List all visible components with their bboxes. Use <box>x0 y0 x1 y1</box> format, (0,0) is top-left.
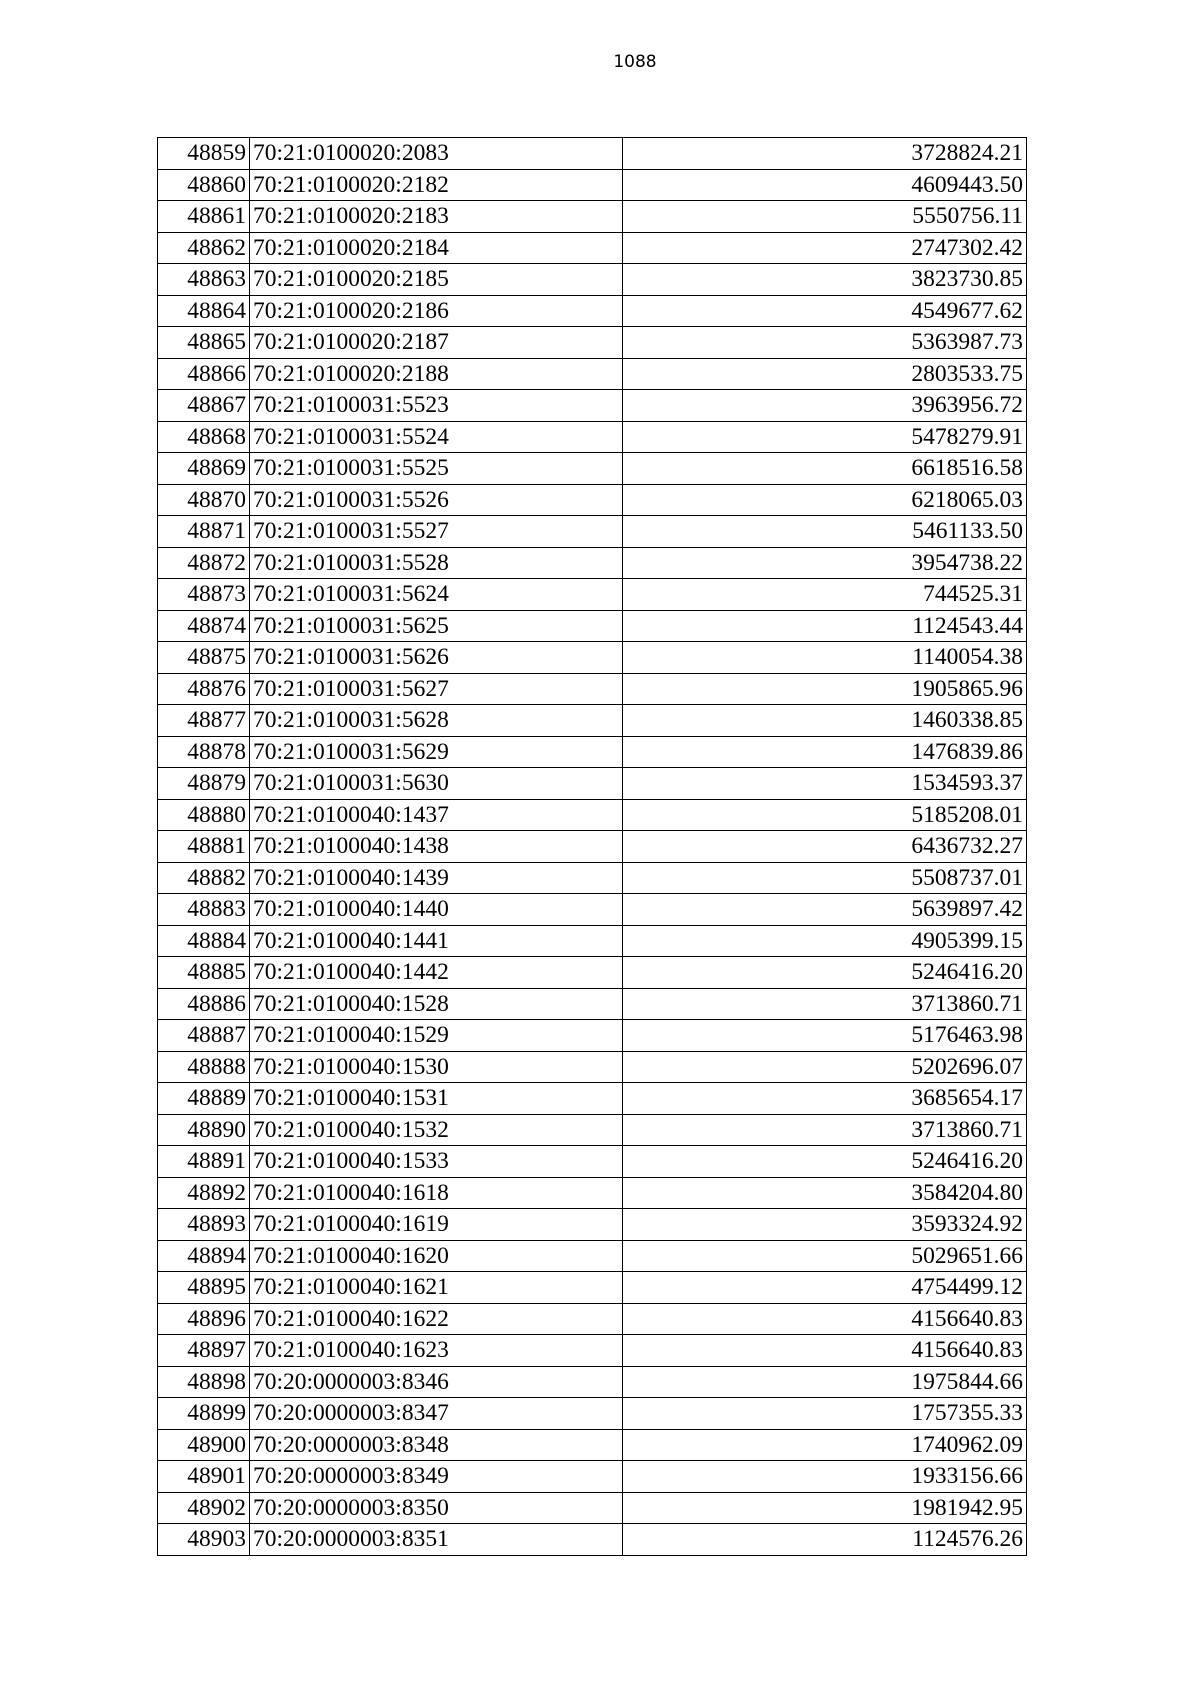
value-cell: 3685654.17 <box>623 1083 1027 1115</box>
table-row <box>158 1335 1027 1367</box>
value-cell: 5176463.98 <box>623 1020 1027 1052</box>
cadastral-number-cell: 70:21:0100031:5629 <box>250 736 623 768</box>
value-cell: 744525.31 <box>623 579 1027 611</box>
table-row <box>158 1303 1027 1335</box>
value-cell: 5246416.20 <box>623 957 1027 989</box>
cadastral-number-cell: 70:21:0100040:1622 <box>250 1303 623 1335</box>
row-number-cell: 48894 <box>158 1240 250 1272</box>
table-row <box>158 799 1027 831</box>
value-cell: 1534593.37 <box>623 768 1027 800</box>
value-cell: 5508737.01 <box>623 862 1027 894</box>
value-cell: 1905865.96 <box>623 673 1027 705</box>
cadastral-number-cell: 70:21:0100020:2183 <box>250 201 623 233</box>
value-cell: 3584204.80 <box>623 1177 1027 1209</box>
value-cell: 1981942.95 <box>623 1492 1027 1524</box>
table-row <box>158 1209 1027 1241</box>
table-row <box>158 169 1027 201</box>
cadastral-number-cell: 70:21:0100040:1441 <box>250 925 623 957</box>
row-number-cell: 48879 <box>158 768 250 800</box>
row-number-cell: 48886 <box>158 988 250 1020</box>
value-cell: 5639897.42 <box>623 894 1027 926</box>
table-row <box>158 421 1027 453</box>
row-number-cell: 48876 <box>158 673 250 705</box>
cadastral-number-cell: 70:21:0100031:5624 <box>250 579 623 611</box>
row-number-cell: 48880 <box>158 799 250 831</box>
row-number-cell: 48884 <box>158 925 250 957</box>
value-cell: 2803533.75 <box>623 358 1027 390</box>
table-row <box>158 484 1027 516</box>
cadastral-number-cell: 70:21:0100040:1442 <box>250 957 623 989</box>
value-cell: 2747302.42 <box>623 232 1027 264</box>
value-cell: 5461133.50 <box>623 516 1027 548</box>
cadastral-number-cell: 70:21:0100031:5628 <box>250 705 623 737</box>
row-number-cell: 48881 <box>158 831 250 863</box>
row-number-cell: 48902 <box>158 1492 250 1524</box>
table-row <box>158 516 1027 548</box>
row-number-cell: 48892 <box>158 1177 250 1209</box>
row-number-cell: 48899 <box>158 1398 250 1430</box>
cadastral-number-cell: 70:21:0100040:1621 <box>250 1272 623 1304</box>
table-row <box>158 925 1027 957</box>
registry-table <box>157 137 1027 1556</box>
row-number-cell: 48873 <box>158 579 250 611</box>
cadastral-number-cell: 70:21:0100020:2187 <box>250 327 623 359</box>
cadastral-number-cell: 70:21:0100031:5524 <box>250 421 623 453</box>
table-row <box>158 138 1027 170</box>
value-cell: 6436732.27 <box>623 831 1027 863</box>
cadastral-number-cell: 70:21:0100040:1529 <box>250 1020 623 1052</box>
row-number-cell: 48883 <box>158 894 250 926</box>
value-cell: 4156640.83 <box>623 1303 1027 1335</box>
cadastral-number-cell: 70:21:0100031:5526 <box>250 484 623 516</box>
cadastral-number-cell: 70:20:0000003:8350 <box>250 1492 623 1524</box>
cadastral-number-cell: 70:20:0000003:8351 <box>250 1524 623 1556</box>
value-cell: 6618516.58 <box>623 453 1027 485</box>
row-number-cell: 48875 <box>158 642 250 674</box>
table-row <box>158 390 1027 422</box>
cadastral-number-cell: 70:20:0000003:8349 <box>250 1461 623 1493</box>
table-row <box>158 264 1027 296</box>
row-number-cell: 48895 <box>158 1272 250 1304</box>
row-number-cell: 48864 <box>158 295 250 327</box>
row-number-cell: 48877 <box>158 705 250 737</box>
table-row <box>158 1083 1027 1115</box>
cadastral-number-cell: 70:21:0100040:1438 <box>250 831 623 863</box>
cadastral-number-cell: 70:21:0100040:1530 <box>250 1051 623 1083</box>
row-number-cell: 48874 <box>158 610 250 642</box>
cadastral-number-cell: 70:21:0100031:5523 <box>250 390 623 422</box>
value-cell: 4549677.62 <box>623 295 1027 327</box>
value-cell: 5185208.01 <box>623 799 1027 831</box>
cadastral-number-cell: 70:21:0100031:5527 <box>250 516 623 548</box>
value-cell: 4156640.83 <box>623 1335 1027 1367</box>
row-number-cell: 48896 <box>158 1303 250 1335</box>
row-number-cell: 48867 <box>158 390 250 422</box>
value-cell: 3954738.22 <box>623 547 1027 579</box>
cadastral-number-cell: 70:21:0100020:2182 <box>250 169 623 201</box>
row-number-cell: 48863 <box>158 264 250 296</box>
table-row <box>158 1429 1027 1461</box>
cadastral-number-cell: 70:21:0100040:1437 <box>250 799 623 831</box>
row-number-cell: 48872 <box>158 547 250 579</box>
table-row <box>158 831 1027 863</box>
row-number-cell: 48890 <box>158 1114 250 1146</box>
row-number-cell: 48859 <box>158 138 250 170</box>
table-row <box>158 1366 1027 1398</box>
table-body <box>158 138 1027 1556</box>
row-number-cell: 48869 <box>158 453 250 485</box>
cadastral-number-cell: 70:21:0100031:5626 <box>250 642 623 674</box>
cadastral-number-cell: 70:21:0100040:1619 <box>250 1209 623 1241</box>
value-cell: 1933156.66 <box>623 1461 1027 1493</box>
cadastral-number-cell: 70:20:0000003:8347 <box>250 1398 623 1430</box>
row-number-cell: 48871 <box>158 516 250 548</box>
value-cell: 1124543.44 <box>623 610 1027 642</box>
cadastral-number-cell: 70:21:0100020:2188 <box>250 358 623 390</box>
cadastral-number-cell: 70:21:0100040:1528 <box>250 988 623 1020</box>
table-row <box>158 642 1027 674</box>
cadastral-number-cell: 70:21:0100020:2083 <box>250 138 623 170</box>
value-cell: 3713860.71 <box>623 988 1027 1020</box>
value-cell: 5363987.73 <box>623 327 1027 359</box>
table-row <box>158 453 1027 485</box>
row-number-cell: 48893 <box>158 1209 250 1241</box>
table-row <box>158 988 1027 1020</box>
cadastral-number-cell: 70:21:0100020:2184 <box>250 232 623 264</box>
cadastral-number-cell: 70:21:0100040:1623 <box>250 1335 623 1367</box>
table-row <box>158 1524 1027 1556</box>
value-cell: 5478279.91 <box>623 421 1027 453</box>
table-row <box>158 673 1027 705</box>
table-row <box>158 957 1027 989</box>
value-cell: 1757355.33 <box>623 1398 1027 1430</box>
cadastral-number-cell: 70:21:0100031:5627 <box>250 673 623 705</box>
cadastral-number-cell: 70:21:0100040:1618 <box>250 1177 623 1209</box>
row-number-cell: 48866 <box>158 358 250 390</box>
table-row <box>158 1492 1027 1524</box>
table-row <box>158 201 1027 233</box>
table-row <box>158 894 1027 926</box>
table-row <box>158 1461 1027 1493</box>
cadastral-number-cell: 70:21:0100031:5630 <box>250 768 623 800</box>
cadastral-number-cell: 70:21:0100031:5625 <box>250 610 623 642</box>
table-row <box>158 579 1027 611</box>
value-cell: 3593324.92 <box>623 1209 1027 1241</box>
value-cell: 1124576.26 <box>623 1524 1027 1556</box>
cadastral-number-cell: 70:21:0100040:1439 <box>250 862 623 894</box>
value-cell: 1975844.66 <box>623 1366 1027 1398</box>
value-cell: 5029651.66 <box>623 1240 1027 1272</box>
row-number-cell: 48901 <box>158 1461 250 1493</box>
table-row <box>158 1398 1027 1430</box>
table-row <box>158 327 1027 359</box>
cadastral-number-cell: 70:21:0100020:2185 <box>250 264 623 296</box>
row-number-cell: 48898 <box>158 1366 250 1398</box>
table-row <box>158 1240 1027 1272</box>
value-cell: 5246416.20 <box>623 1146 1027 1178</box>
cadastral-number-cell: 70:21:0100040:1531 <box>250 1083 623 1115</box>
table-row <box>158 705 1027 737</box>
table-row <box>158 1146 1027 1178</box>
cadastral-number-cell: 70:21:0100031:5528 <box>250 547 623 579</box>
row-number-cell: 48887 <box>158 1020 250 1052</box>
row-number-cell: 48889 <box>158 1083 250 1115</box>
row-number-cell: 48870 <box>158 484 250 516</box>
cadastral-number-cell: 70:21:0100031:5525 <box>250 453 623 485</box>
cadastral-number-cell: 70:20:0000003:8348 <box>250 1429 623 1461</box>
cadastral-number-cell: 70:21:0100040:1533 <box>250 1146 623 1178</box>
row-number-cell: 48897 <box>158 1335 250 1367</box>
value-cell: 1740962.09 <box>623 1429 1027 1461</box>
cadastral-number-cell: 70:21:0100040:1620 <box>250 1240 623 1272</box>
row-number-cell: 48903 <box>158 1524 250 1556</box>
table-row <box>158 232 1027 264</box>
table-row <box>158 295 1027 327</box>
value-cell: 3963956.72 <box>623 390 1027 422</box>
row-number-cell: 48882 <box>158 862 250 894</box>
row-number-cell: 48878 <box>158 736 250 768</box>
table-row <box>158 1114 1027 1146</box>
table-row <box>158 1051 1027 1083</box>
value-cell: 4905399.15 <box>623 925 1027 957</box>
value-cell: 3823730.85 <box>623 264 1027 296</box>
table-row <box>158 1020 1027 1052</box>
row-number-cell: 48900 <box>158 1429 250 1461</box>
table-row <box>158 768 1027 800</box>
value-cell: 4609443.50 <box>623 169 1027 201</box>
value-cell: 1460338.85 <box>623 705 1027 737</box>
cadastral-number-cell: 70:21:0100040:1440 <box>250 894 623 926</box>
row-number-cell: 48868 <box>158 421 250 453</box>
table-row <box>158 547 1027 579</box>
row-number-cell: 48888 <box>158 1051 250 1083</box>
value-cell: 6218065.03 <box>623 484 1027 516</box>
table-row <box>158 736 1027 768</box>
row-number-cell: 48865 <box>158 327 250 359</box>
value-cell: 1140054.38 <box>623 642 1027 674</box>
page-number: 1088 <box>613 52 657 72</box>
value-cell: 4754499.12 <box>623 1272 1027 1304</box>
table-row <box>158 610 1027 642</box>
cadastral-number-cell: 70:20:0000003:8346 <box>250 1366 623 1398</box>
row-number-cell: 48861 <box>158 201 250 233</box>
value-cell: 3728824.21 <box>623 138 1027 170</box>
row-number-cell: 48860 <box>158 169 250 201</box>
value-cell: 1476839.86 <box>623 736 1027 768</box>
table-row <box>158 358 1027 390</box>
cadastral-number-cell: 70:21:0100020:2186 <box>250 295 623 327</box>
row-number-cell: 48891 <box>158 1146 250 1178</box>
table-row <box>158 862 1027 894</box>
table-row <box>158 1177 1027 1209</box>
table-row <box>158 1272 1027 1304</box>
value-cell: 3713860.71 <box>623 1114 1027 1146</box>
row-number-cell: 48885 <box>158 957 250 989</box>
value-cell: 5550756.11 <box>623 201 1027 233</box>
cadastral-number-cell: 70:21:0100040:1532 <box>250 1114 623 1146</box>
value-cell: 5202696.07 <box>623 1051 1027 1083</box>
row-number-cell: 48862 <box>158 232 250 264</box>
